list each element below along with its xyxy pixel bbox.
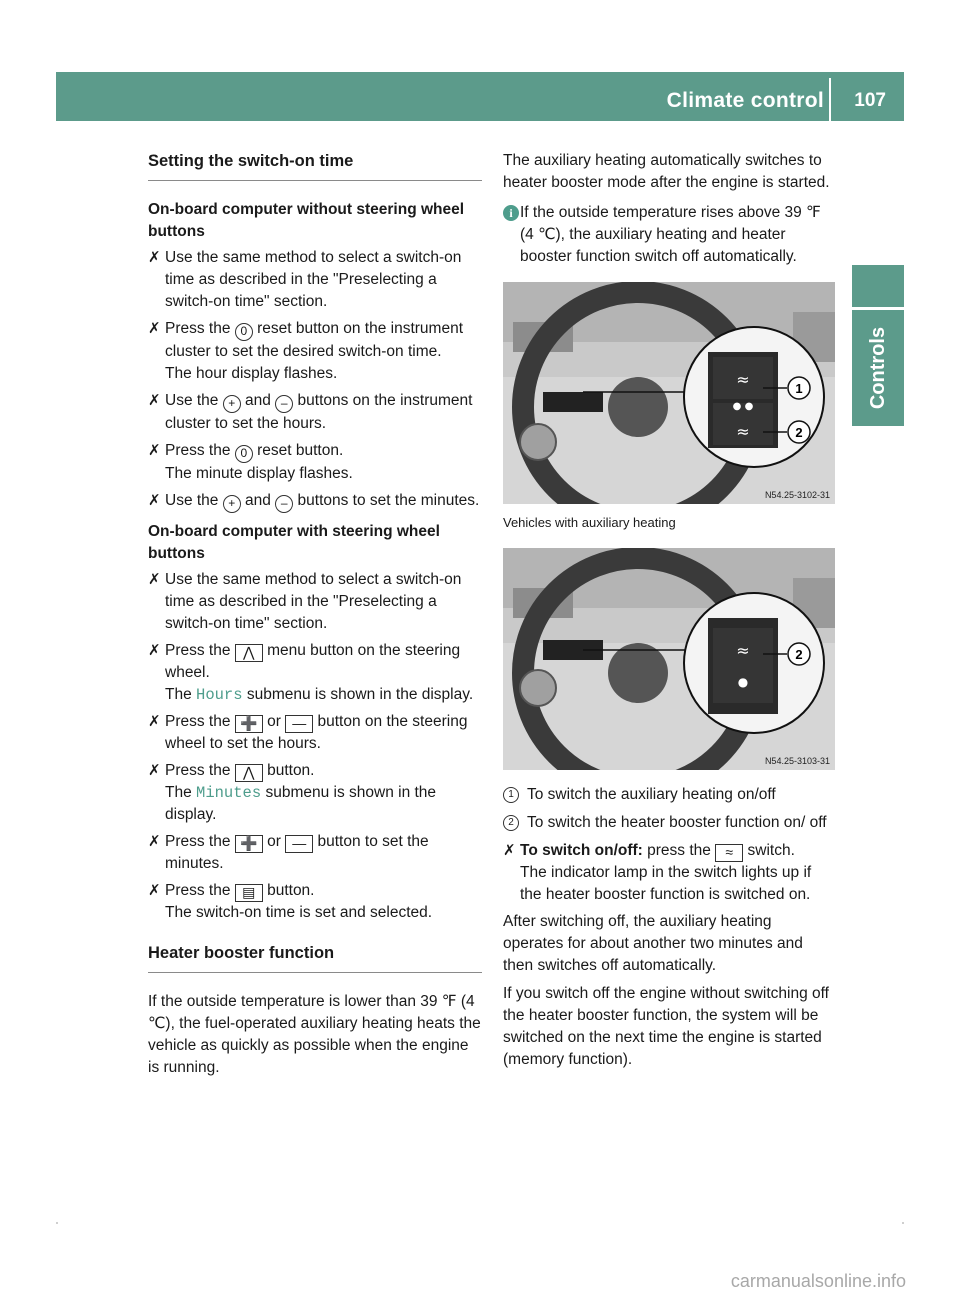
menu-icon: ⋀	[235, 644, 263, 662]
minus-button-icon: –	[275, 495, 293, 513]
section-title: Climate control	[666, 89, 824, 112]
step: ✗ Press the ➕ or — button to set the minutes.	[148, 833, 429, 872]
watermark: carmanualsonline.info	[730, 1271, 906, 1291]
svg-text:≈: ≈	[736, 422, 750, 441]
step-arrow-icon: ✗	[148, 320, 161, 337]
callout-2: 2	[795, 647, 803, 662]
step: ✗ Use the same method to select a switch-on time as described in the "Preselecting a switch-on time" section.	[148, 571, 462, 632]
heater-icon: ≈	[715, 844, 743, 862]
paragraph: After switching off, the auxiliary heating operates for about another two minutes and then switches off automatically.	[503, 913, 803, 974]
figure-code: N54.25-3103-31	[764, 756, 830, 766]
step: ✗ Press the ▤ button. The switch-on time is set and selected.	[148, 882, 433, 921]
side-tab	[852, 310, 904, 426]
section-heading-heater-booster: Heater booster function	[148, 942, 482, 973]
legend-item-1: 1 To switch the auxiliary heating on/off	[503, 784, 835, 806]
step-arrow-icon: ✗	[148, 882, 161, 899]
paragraph: If you switch off the engine without switching off the heater booster function, the system will be switched on the next time the engine is started (memory function).	[503, 985, 829, 1068]
side-tab-marker	[852, 265, 904, 307]
svg-text:≈: ≈	[736, 641, 750, 660]
dashboard-figure-1	[503, 282, 835, 504]
section-heading-switch-on-time: Setting the switch-on time	[148, 150, 482, 181]
step-arrow-icon: ✗	[148, 442, 161, 459]
callout-2: 2	[795, 425, 803, 440]
step-arrow-icon: ✗	[148, 571, 161, 588]
minus-icon: —	[285, 715, 313, 733]
right-column	[503, 150, 835, 1077]
dashboard-figure-2	[503, 548, 835, 770]
menu-icon: ⋀	[235, 764, 263, 782]
paragraph: If the outside temperature is lower than 39 ℉ (4 ℃), the fuel-operated auxiliary heating heats the vehicle as quickly as possible when the engine is running.	[148, 993, 481, 1076]
display-icon: ▤	[235, 884, 263, 902]
step: ✗ Press the 0 reset button on the instrument cluster to set the desired switch-on time. The hour display flashes.	[148, 320, 464, 382]
minus-icon: —	[285, 835, 313, 853]
footer-dots	[56, 1222, 904, 1224]
step: ✗ Press the ⋀ button. The Minutes submenu is shown in the display.	[148, 762, 437, 823]
step: ✗ Use the + and – buttons to set the minutes.	[148, 490, 482, 513]
header-bar	[56, 72, 904, 121]
step-arrow-icon: ✗	[148, 713, 161, 730]
svg-text:● ●: ● ●	[732, 401, 754, 412]
step-arrow-icon: ✗	[148, 642, 161, 659]
step-arrow-icon: ✗	[503, 842, 516, 859]
callout-1: 1	[795, 381, 803, 396]
step: ✗ To switch on/off: press the ≈ switch. The indicator lamp in the switch lights up if the heater booster function is switched on.	[503, 842, 812, 903]
step: ✗ Press the ⋀ menu button on the steering wheel. The Hours submenu is shown in the display.	[148, 642, 474, 704]
side-tab-label: Controls	[867, 326, 889, 410]
reset-button-icon: 0	[235, 445, 253, 463]
info-note: i If the outside temperature rises above 39 ℉ (4 ℃), the auxiliary heating and heater booster function switch off automatically.	[503, 202, 835, 268]
plus-button-icon: +	[223, 395, 241, 413]
svg-text:●: ●	[737, 675, 749, 689]
step: ✗ Use the same method to select a switch-on time as described in the "Preselecting a switch-on time" section.	[148, 249, 462, 310]
step: ✗ Use the + and – buttons on the instrument cluster to set the hours.	[148, 392, 473, 432]
step-arrow-icon: ✗	[148, 833, 161, 850]
step-arrow-icon: ✗	[148, 392, 161, 409]
page-number: 107	[854, 90, 886, 111]
step: ✗ Press the ➕ or — button on the steering wheel to set the hours.	[148, 713, 468, 752]
step-arrow-icon: ✗	[148, 249, 161, 266]
subheading-with-buttons: On-board computer with steering wheel buttons	[148, 523, 440, 562]
info-icon: i	[503, 205, 519, 221]
paragraph: The auxiliary heating automatically switches to heater booster mode after the engine is started.	[503, 152, 830, 191]
step-arrow-icon: ✗	[148, 762, 161, 779]
step: ✗ Press the 0 reset button. The minute display flashes.	[148, 442, 353, 482]
minus-button-icon: –	[275, 395, 293, 413]
legend-item-2: 2 To switch the heater booster function on/ off	[503, 812, 835, 834]
plus-button-icon: +	[223, 495, 241, 513]
plus-icon: ➕	[235, 715, 263, 733]
header-divider	[829, 78, 831, 121]
reset-button-icon: 0	[235, 323, 253, 341]
figure-code: N54.25-3102-31	[764, 490, 830, 500]
figure-caption: Vehicles with auxiliary heating	[503, 515, 676, 530]
subheading-without-buttons: On-board computer without steering wheel buttons	[148, 201, 465, 240]
left-column	[148, 150, 482, 1085]
step-arrow-icon: ✗	[148, 492, 161, 509]
plus-icon: ➕	[235, 835, 263, 853]
svg-text:≈: ≈	[736, 370, 750, 389]
